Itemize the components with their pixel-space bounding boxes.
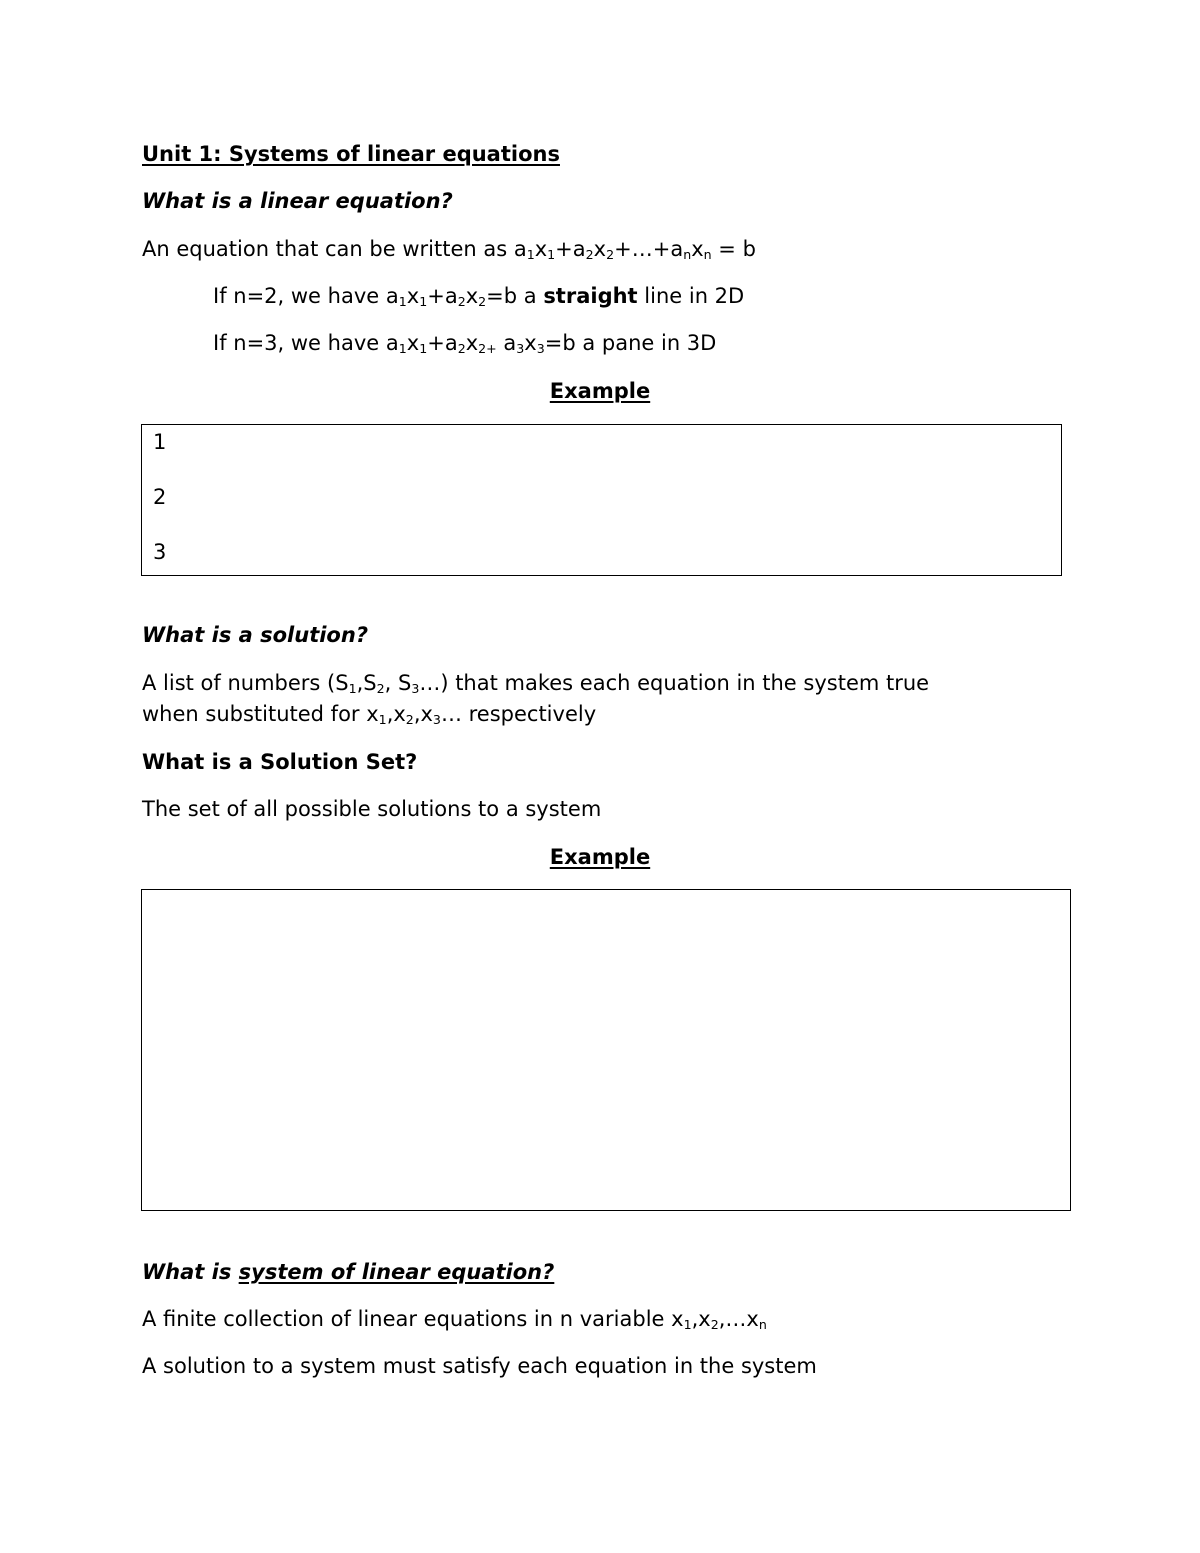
solution-set-definition: The set of all possible solutions to a system xyxy=(142,797,602,821)
case-n3: If n=3, we have $a_1x_1+a_2x_{2+}$ $a_3x_3=b$ a pane in 3D xyxy=(213,331,717,357)
case-n2: If n=2, we have $a_1x_1+a_2x_2=b$ a straight line in 2D xyxy=(213,284,745,310)
question-linear-equation: What is a linear equation? xyxy=(142,189,453,213)
page-title: Unit 1: Systems of linear equations xyxy=(142,142,560,166)
example-box-2 xyxy=(141,889,1071,1211)
question-solution-set: What is a Solution Set? xyxy=(142,750,418,774)
linear-equation-definition: An equation that can be written as $a_1x_1+a_2x_2+\dots+a_nx_n = b$ xyxy=(142,237,756,263)
system-definition: A finite collection of linear equations in n variable $x_1,x_2,\dots x_n$ xyxy=(142,1307,767,1333)
solution-definition-line2: when substituted for $x_1,x_2,x_3\dots$ respectively xyxy=(142,702,597,728)
question-solution: What is a solution? xyxy=(142,623,368,647)
example-row: 2 xyxy=(153,485,167,509)
example-heading: Example xyxy=(549,379,651,403)
example-row: 3 xyxy=(153,540,167,564)
example-box xyxy=(141,424,1062,576)
system-note: A solution to a system must satisfy each equation in the system xyxy=(142,1354,817,1378)
example-row: 1 xyxy=(153,430,167,454)
solution-definition-line1: A list of numbers ($S_1,S_2$, $S_3\dots$) that makes each equation in the system true xyxy=(142,671,930,697)
example-heading-2: Example xyxy=(549,845,651,869)
question-system: What is system of linear equation? xyxy=(142,1260,555,1284)
